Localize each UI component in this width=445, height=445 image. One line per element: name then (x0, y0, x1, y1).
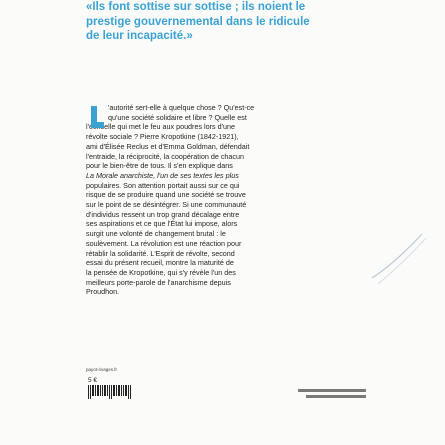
blurb-line: révolte sociale ? Pierre Kropotkine (1842-1921), (86, 132, 239, 142)
blurb-line: soulèvement. La révolution est une réaction pour (86, 238, 242, 248)
quote-line: prestige gouvernemental dans le ridicule (86, 15, 310, 28)
quote-line: de leur incapacité.» (86, 30, 193, 42)
quote-line: «Ils font sottise sur sottise ; ils noient le (86, 1, 306, 13)
blurb-line: La Morale anarchiste, l'un de ses textes les plus (86, 170, 239, 180)
blurb-line: l'étincelle qui met le feu aux poudres lors d'une (86, 122, 235, 132)
blurb-line: essai du présent recueil, montre la maturité de (86, 258, 234, 268)
blurb-line: d'individus ressent un trop grand décalage entre (86, 209, 240, 219)
decorative-swoosh-icon (370, 228, 430, 288)
price-label: 5 € (88, 377, 98, 384)
certification-logos (298, 389, 366, 401)
logo-strip (306, 395, 366, 398)
blurb-line: pour le bien-être de tous. Il s'en explique dans (86, 161, 233, 171)
drop-cap-letter-l (91, 106, 104, 128)
blurb-line: rétablir la solidarité. L'Esprit de révolte, second (86, 248, 235, 258)
blurb-line: risque de se produire quand une société se trouve (86, 190, 246, 200)
blurb-line: qu'une société solidaire et libre ? Quelle est (108, 112, 247, 122)
blurb-line: ami d'Élisée Reclus et d'Emma Goldman, défendait (86, 141, 250, 151)
blurb-line: surgit une volonté de changement brutal : le (86, 229, 226, 239)
blurb-line: Proudhon. (86, 287, 120, 297)
blurb-line: l'entraide, la réciprocité, la coopération de chacun (86, 151, 244, 161)
blurb-line: sur le point de se désintégrer. Si une communauté (86, 200, 247, 210)
blurb-line: la pensée de Kropotkine, qui s'y révèle l'un des (86, 267, 236, 277)
back-cover-quote (86, 0, 386, 44)
blurb-line: ses aspirations et ce que l'État lui impose, alors (86, 219, 238, 229)
logo-strip (298, 389, 366, 392)
back-cover-blurb (86, 103, 358, 297)
blurb-line: populaires. Son attention portait aussi sur ce qui (86, 180, 240, 190)
blurb-line: 'autorité sert-elle à quelque chose ? Qu'est-ce (108, 103, 255, 112)
blurb-paragraph (86, 103, 358, 297)
blurb-line: meilleurs porte-parole de l'anarchisme depuis (86, 277, 231, 287)
barcode-icon (88, 385, 132, 399)
publisher-url: payot-rivages.fr (86, 367, 118, 372)
